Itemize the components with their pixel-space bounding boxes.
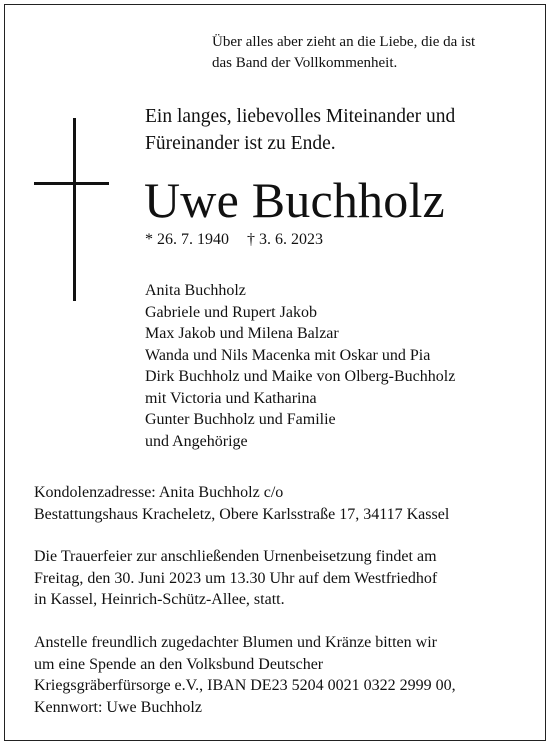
- donation-request: [34, 632, 534, 718]
- quote-line: Über alles aber zieht an die Liebe, die da ist: [212, 34, 476, 50]
- mourner-line: Gunter Buchholz und Familie: [145, 411, 336, 428]
- condolence-line: Bestattungshaus Kracheletz, Obere Karlsstraße 17, 34117 Kassel: [34, 505, 450, 523]
- donation-line: Anstelle freundlich zugedachter Blumen und Kränze bitten wir: [34, 634, 437, 651]
- death-date: † 3. 6. 2023: [247, 231, 323, 248]
- intro-line: Ein langes, liebevolles Miteinander und: [145, 106, 456, 127]
- cross-horizontal-bar: [34, 182, 109, 185]
- mourners-list: [145, 280, 455, 452]
- mourner-line: Gabriele und Rupert Jakob: [145, 303, 317, 321]
- intro-text: [145, 103, 455, 157]
- intro-line: Füreinander ist zu Ende.: [145, 133, 336, 154]
- mourner-line: Dirk Buchholz und Maike von Olberg-Buchholz: [145, 368, 456, 385]
- donation-line: um eine Spende an den Volksbund Deutscher: [34, 655, 324, 673]
- donation-line: Kennwort: Uwe Buchholz: [34, 698, 202, 716]
- condolence-line: Kondolenzadresse: Anita Buchholz c/o: [34, 484, 284, 501]
- condolence-address: [34, 482, 534, 525]
- deceased-name: Uwe Buchholz: [144, 172, 445, 228]
- ceremony-line: Freitag, den 30. Juni 2023 um 13.30 Uhr auf dem Westfriedhof: [34, 569, 438, 587]
- mourner-line: und Angehörige: [145, 432, 248, 450]
- mourner-line: Anita Buchholz: [145, 282, 246, 299]
- obituary-notice: [4, 4, 546, 741]
- donation-line: Kriegsgräberfürsorge e.V., IBAN DE23 5204 0021 0322 2999 00,: [34, 677, 456, 694]
- ceremony-line: Die Trauerfeier zur anschließenden Urnenbeisetzung findet am: [34, 548, 437, 565]
- bible-quote: [212, 32, 532, 74]
- ceremony-line: in Kassel, Heinrich-Schütz-Allee, statt.: [34, 591, 285, 608]
- mourner-line: Max Jakob und Milena Balzar: [145, 325, 339, 342]
- funeral-ceremony-info: [34, 546, 534, 611]
- cross-vertical-bar: [73, 118, 76, 301]
- mourner-line: mit Victoria und Katharina: [145, 389, 317, 407]
- quote-line: das Band der Vollkommenheit.: [212, 55, 398, 71]
- birth-date: * 26. 7. 1940: [145, 231, 229, 248]
- life-dates: [145, 229, 323, 251]
- mourner-line: Wanda und Nils Macenka mit Oskar und Pia: [145, 346, 431, 364]
